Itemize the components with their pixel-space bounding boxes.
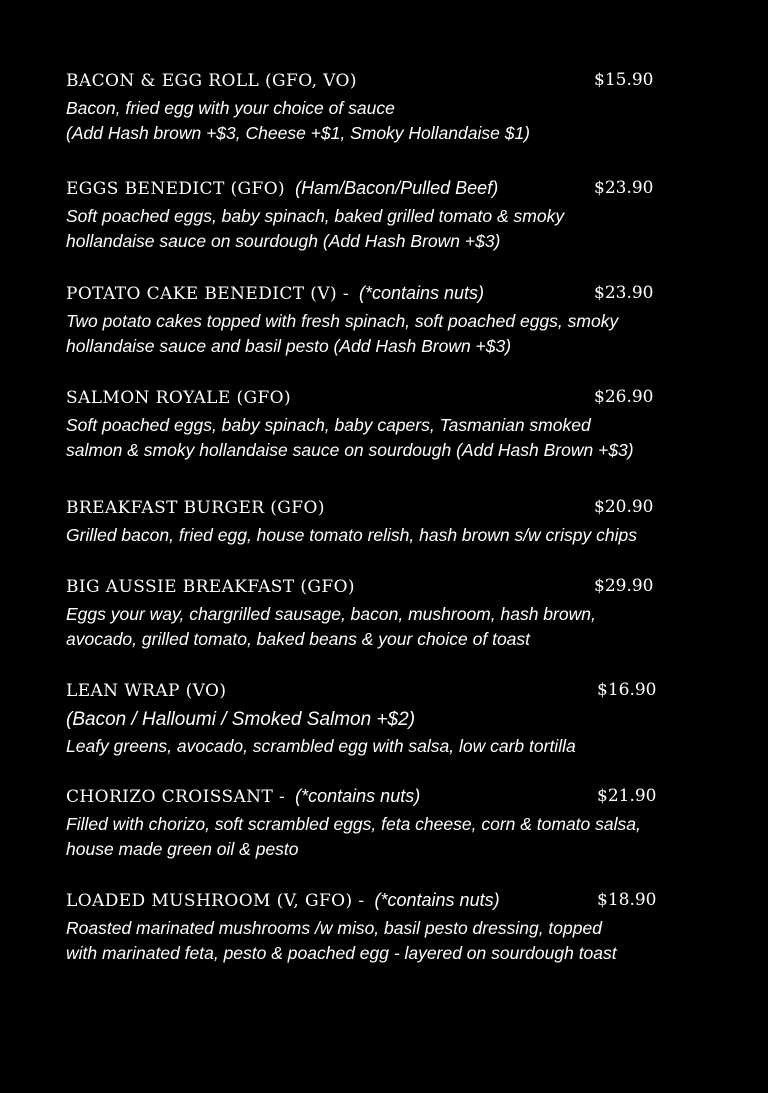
item-name: BREAKFAST BURGER (GFO) <box>66 498 325 518</box>
menu-item-lean-wrap <box>66 680 706 759</box>
item-title-line <box>66 786 706 812</box>
description-line: Filled with chorizo, soft scrambled eggs, feta cheese, corn & tomato salsa, <box>66 814 641 834</box>
item-note: (*contains nuts) <box>358 283 485 303</box>
description-line: Eggs your way, chargrilled sausage, bacon, mushroom, hash brown, <box>66 604 596 624</box>
menu-item-big-aussie-breakfast <box>66 576 706 651</box>
item-description <box>66 204 706 253</box>
menu-item-breakfast-burger <box>66 497 706 548</box>
item-note: (*contains nuts) <box>295 786 421 806</box>
item-name: BIG AUSSIE BREAKFAST (GFO) <box>66 577 355 597</box>
description-line: hollandaise sauce and basil pesto (Add Hash Brown +$3) <box>66 335 512 356</box>
item-name: POTATO CAKE BENEDICT (V) - <box>66 284 349 304</box>
item-price: $26.90 <box>594 387 654 407</box>
item-name: LOADED MUSHROOM (V, GFO) - <box>66 891 365 911</box>
item-price: $18.90 <box>597 890 657 910</box>
description-line: Two potato cakes topped with fresh spinach, soft poached eggs, smoky <box>66 311 619 331</box>
item-name: BACON & EGG ROLL (GFO, VO) <box>66 71 357 91</box>
item-title-line <box>66 178 706 204</box>
item-name: SALMON ROYALE (GFO) <box>66 388 292 408</box>
item-note: (*contains nuts) <box>374 890 500 910</box>
item-price: $21.90 <box>597 786 657 806</box>
item-name: LEAN WRAP (VO) <box>66 681 227 701</box>
item-description <box>66 523 706 548</box>
item-price: $15.90 <box>594 70 654 90</box>
item-description <box>66 734 706 759</box>
menu-item-chorizo-croissant <box>66 786 706 861</box>
description-line: Leafy greens, avocado, scrambled egg with salsa, low carb tortilla <box>66 736 576 756</box>
item-title-line <box>66 70 706 96</box>
item-title-line <box>66 890 706 916</box>
description-line: avocado, grilled tomato, baked beans & your choice of toast <box>66 628 531 649</box>
description-line: Grilled bacon, fried egg, house tomato relish, hash brown s/w crispy chips <box>66 525 637 545</box>
description-line: with marinated feta, pesto & poached egg - layered on sourdough toast <box>66 942 617 963</box>
menu-item-salmon-royale <box>66 387 706 462</box>
description-line: (Add Hash brown +$3, Cheese +$1, Smoky Hollandaise $1) <box>66 122 531 143</box>
menu-item-bacon-egg-roll <box>66 70 706 145</box>
menu-item-potato-cake-benedict <box>66 283 706 358</box>
item-price: $16.90 <box>597 680 657 700</box>
item-name: CHORIZO CROISSANT - <box>66 787 286 807</box>
description-line: salmon & smoky hollandaise sauce on sourdough (Add Hash Brown +$3) <box>66 439 634 460</box>
item-price: $29.90 <box>594 576 654 596</box>
item-title-line <box>66 680 706 706</box>
item-title-line <box>66 497 706 523</box>
item-description <box>66 309 706 358</box>
description-line: Soft poached eggs, baby spinach, baked grilled tomato & smoky <box>66 206 565 226</box>
item-description <box>66 812 706 861</box>
item-title-line <box>66 283 706 309</box>
item-price: $20.90 <box>594 497 654 517</box>
description-line: house made green oil & pesto <box>66 838 299 859</box>
item-description <box>66 602 706 651</box>
menu-item-eggs-benedict <box>66 178 706 253</box>
item-title-line <box>66 576 706 602</box>
item-name: EGGS BENEDICT (GFO) <box>66 179 286 199</box>
item-price: $23.90 <box>594 283 654 303</box>
item-description <box>66 413 706 462</box>
description-line: hollandaise sauce on sourdough (Add Hash Brown +$3) <box>66 230 501 251</box>
item-description <box>66 916 706 965</box>
item-note: (Ham/Bacon/Pulled Beef) <box>295 178 499 198</box>
item-price: $23.90 <box>594 178 654 198</box>
description-line: Bacon, fried egg with your choice of sauce <box>66 98 395 118</box>
item-title-line <box>66 387 706 413</box>
description-line: Soft poached eggs, baby spinach, baby capers, Tasmanian smoked <box>66 415 591 435</box>
description-line: Roasted marinated mushrooms /w miso, basil pesto dressing, topped <box>66 918 602 938</box>
item-options: (Bacon / Halloumi / Smoked Salmon +$2) <box>66 709 416 730</box>
menu-item-loaded-mushroom <box>66 890 706 965</box>
item-description <box>66 96 706 145</box>
